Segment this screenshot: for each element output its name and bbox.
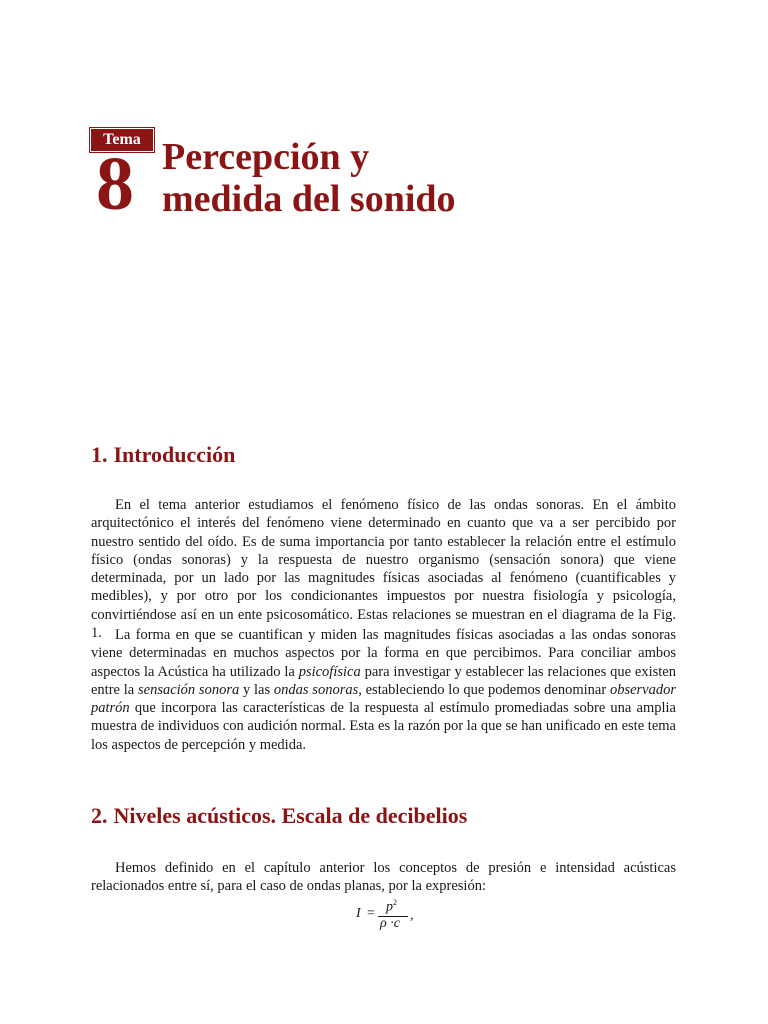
formula-numerator bbox=[386, 898, 397, 916]
chapter-badge: Tema bbox=[90, 128, 154, 152]
intensity-formula bbox=[356, 896, 426, 936]
formula-equals: = bbox=[367, 906, 375, 921]
text-run: y las bbox=[239, 681, 274, 698]
emphasis: observador patrón bbox=[91, 681, 676, 717]
text-run: Hemos definido en el capítulo anterior los conceptos de presión e intensidad acústicas relacionados entre sí, para el caso de ondas planas, por la expresión: bbox=[91, 860, 676, 895]
emphasis: sensación sonora bbox=[137, 681, 240, 698]
section-title: Niveles acústicos. Escala de decibelios bbox=[113, 803, 468, 828]
text-run: En el tema anterior estudiamos el fenómeno físico de las ondas sonoras. En el ámbito arquitectónico el interés del fenómeno viene determinado en cuanto que va a ser percibido por nuestro sentido del oído. Es de suma importancia por tanto establecer la relación entre el estímulo físico (ondas sonoras) y la respuesta de nuestro organismo (sensación sonora) que viene determinada, por un lado por las magnitudes físicas asociadas al fenómeno (cuantificables y medibles), y por otro por los condicionantes impuestos por nuestra fisiología y psicología, convirtiéndose así en un ente psicosomático. Estas relaciones se muestran en el diagrama de la Fig. 1. bbox=[91, 497, 676, 642]
section-number: 2. bbox=[91, 803, 108, 828]
text-run: La forma en que se cuantifican y miden las magnitudes físicas asociadas a las ondas sonoras viene determinadas en muchos aspectos por la forma en que percibimos. Para conciliar ambos aspectos la Acústica ha utilizado la bbox=[91, 627, 676, 680]
formula-exponent: 2 bbox=[393, 898, 397, 907]
text-run: para investigar y establecer las relaciones que existen entre la bbox=[91, 663, 676, 698]
chapter-number: 8 bbox=[96, 142, 134, 226]
section-title: Introducción bbox=[113, 442, 236, 467]
section-heading-niveles-acusticos bbox=[91, 802, 467, 830]
paragraph bbox=[91, 626, 676, 754]
section-heading-introduccion bbox=[91, 441, 235, 469]
emphasis: psicofísica bbox=[298, 663, 361, 680]
formula-denominator: ρ ·c bbox=[380, 916, 400, 931]
emphasis: ondas sonoras bbox=[273, 681, 359, 698]
chapter-title bbox=[162, 136, 456, 220]
formula-comma: , bbox=[410, 908, 414, 923]
paragraph bbox=[91, 859, 676, 896]
text-run: , estableciendo lo que podemos denominar bbox=[358, 681, 610, 698]
paragraph bbox=[91, 496, 676, 642]
text-run: que incorpora las características de la respuesta al estímulo promediadas sobre una amplia muestra de individuos con audición normal. Esta es la razón por la que se han unificado en este tema los aspectos de percepción y medida. bbox=[91, 700, 676, 753]
section-number: 1. bbox=[91, 442, 108, 467]
formula-lhs: I bbox=[356, 906, 361, 921]
chapter-title-line-2: medida del sonido bbox=[162, 178, 456, 220]
formula-numerator-base: p bbox=[386, 899, 393, 915]
chapter-title-line-1: Percepción y bbox=[162, 136, 370, 178]
chapter-header bbox=[90, 128, 710, 238]
